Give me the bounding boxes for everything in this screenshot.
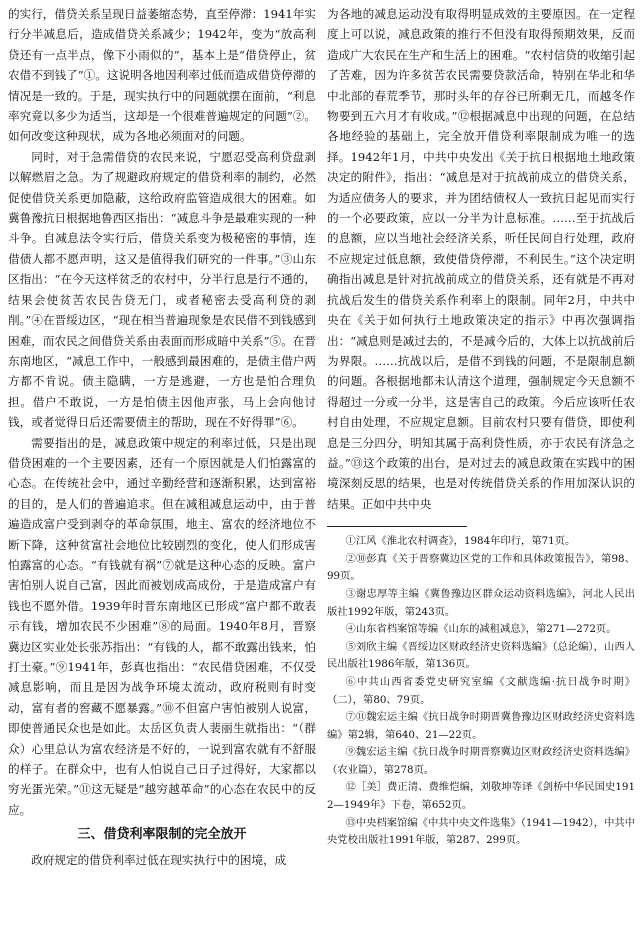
paragraph: 同时，对于急需借贷的农民来说，宁愿忍受高利贷盘剥以解燃眉之急。为了规避政府规定的借贷利率的制约，必然促使借贷关系更加隐蔽，这给政府监管造成很大的困难。如冀鲁豫抗日根据地鲁西区指出：“减息斗争是最难实现的一种斗争。自减息法令实行后，借贷关系变为极秘密的事情，连借债人都不愿声明，这又是值得我们研究的一件事。”③山东区指出：“在今天这样贫乏的农村中，分半行息是行不通的，结果会使贫苦农民告贷无门，或者秘密去受高利贷的剥削。”④在晋绥边区，“现在相当普遍现象是农民借不到钱感到困难，而农民之间借贷关系由表面而形成暗中关系”⑤。在晋东南地区，“减息工作中，一般感到最困难的，是债主借户两方都不肯说。债主隐瞒，一方是逃避，一方也是怕合理负担。借户不敢说，一方是怕债主因他声张，马上会向他讨钱，或者觉得日后还需要债主的帮助，现在不好得罪”⑥。 <box>8 149 316 430</box>
paragraph: 为各地的减息运动没有取得明显成效的主要原因。在一定程度上可以说，减息政策的推行不但没有取得预期效果，反而造成广大农民在生产和生活上的困难。“农村信贷的收缩引起了苦难，因为许多贫苦农民需要贷款活命，特别在华北和华中北部的春荒季节，那时头年的存谷已所剩无几，而越冬作物要到五六月才有收成。”⑫根据减息中出现的问题，在总结各地经验的基础上，完全放开借贷利率限制成为唯一的选择。1942年1月，中共中央发出《关于抗日根据地土地政策决定的附件》，指出：“减息是对于抗战前成立的借贷关系，为适应债务人的要求，并为团结债权人一致抗日起见而实行的一个必要政策，应以一分半为计息标准。……至于抗战后的息额，应以当地社会经济关系，听任民间自行处理，政府不应规定过低息额，致使借贷停滞，不利民生。”这个决定明确指出减息是针对抗战前成立的借贷关系，还有就是不再对抗战后发生的借贷关系作利率上的限制。同年2月，中共中央在《关于如何执行土地政策决定的指示》中再次强调指出：“减息则是减过去的，不是减今后的，大体上以抗战前后为界限。……抗战以后，是借不到钱的问题，不是限制息额的问题。各根据地都未认清这个道理，强制规定今天息额不得超过一分或一分半，这是害自己的政策。今后应该听任农村自由处理，不应规定息额。目前农村只要有借贷，即使利息是三分四分，明知其属于高利贷性质，亦于农民有济急之益。”⑬这个政策的出台，是对过去的减息政策在实践中的困境深刻反思的结果，也是对传统借贷关系的作用加深认识的结果。正如中共中央 <box>327 7 635 511</box>
footnote: ⑥中共山西省委党史研究室编《文献选编·抗日战争时期》（二），第80、79页。 <box>327 675 635 706</box>
right-column <box>327 4 635 850</box>
footnote: ②⑩彭真《关于晋察冀边区党的工作和具体政策报告》，第98、99页。 <box>327 552 635 583</box>
footnote: ④山东省档案馆等编《山东的减租减息》，第271—272页。 <box>345 623 617 636</box>
paragraph: 需要指出的是，减息政策中规定的利率过低，只是出现借贷困难的一个主要因素，还有一个原因就是人们怕露富的心态。在传统社会中，通过辛勤经营和逐渐积累，达到富裕的目的，是人们的普遍追求。但在减租减息运动中，由于普遍造成富户受到剥夺的革命氛围，地主、富农的经济地位不断下降，这种贫富社会地位比较剧烈的变化，使人们形成害怕露富的心态。“有钱就有祸”⑦就是这种心态的反映。富户害怕别人说自己富，因此而被划成高成份，于是造成富户有钱也不愿外借。1939年时晋东南地区已形成“富户都不敢表示有钱，增加农民不少困难”⑧的局面。1940年8月，晋察冀边区实业处长张苏指出：“有钱的人，都不敢露出钱来，怕打土豪。”⑨1941年，彭真也指出：“农民借贷困难，不仅受减息影响，而且是因为战争环境太流动，政府税则有时变动，富有者的窖藏不愿暴露。”⑩不但富户害怕被别人说富，即使普通民众也是如此。太岳区负责人裴丽生就指出：“（群众）心里总认为富农经济是不好的，一说到富农就有不舒服的样子。在群众中，也有人怕说自己日子过得好，大家都以穷光蛋光荣。”⑪这无疑是“越穷越革命”的心态在农民中的反应。 <box>8 435 316 817</box>
left-column <box>8 4 316 871</box>
footnote: ③谢忠厚等主编《冀鲁豫边区群众运动资料选编》，河北人民出版社1992年版，第243页。 <box>327 587 635 618</box>
footnote: ⑬中央档案馆编《中共中央文件选集》（1941—1942），中共中央党校出版社1991年版，第287、299页。 <box>327 816 635 847</box>
footnote-divider <box>327 526 467 527</box>
footnote: ⑫［美］费正清、费维恺编，刘敬坤等译《剑桥中华民国史1912—1949年》下卷，第652页。 <box>327 781 635 812</box>
paragraph: 政府规定的借贷利率过低在现实执行中的困境，成 <box>31 853 287 868</box>
footnote: ⑨魏宏运主编《抗日战争时期晋察冀边区财政经济史资料选编》（农业篇），第278页。 <box>327 746 635 776</box>
footnotes <box>327 533 635 850</box>
footnote: ⑦⑪魏宏运主编《抗日战争时期晋冀鲁豫边区财政经济史资料选编》第2辑，第640、21—22页。 <box>327 711 635 741</box>
paragraph: 的实行，借贷关系呈现日益萎缩态势，直至停滞：1941年实行分半减息后，造成借贷关系减少；1942年，变为“放高利贷还有一点半点，像下小雨似的”，基本上是“借贷停止，贫农借不到钱了”①。这说明各地因利率过低而造成借贷停滞的情况是一致的。于是，现实执行中的问题就摆在面前，“利息率究竟以多少为适当，这却是一个很难普遍规定的问题”②。如何改变这种现状，成为各地必须面对的问题。 <box>8 7 316 144</box>
footnote: ①江风《淮北农村调查》，1984年印行，第71页。 <box>345 535 576 548</box>
footnote: ⑤刘欣主编《晋绥边区财政经济史资料选编》（总论编），山西人民出版社1986年版，第136页。 <box>327 640 635 671</box>
section-heading: 三、借贷利率限制的完全放开 <box>77 827 247 843</box>
